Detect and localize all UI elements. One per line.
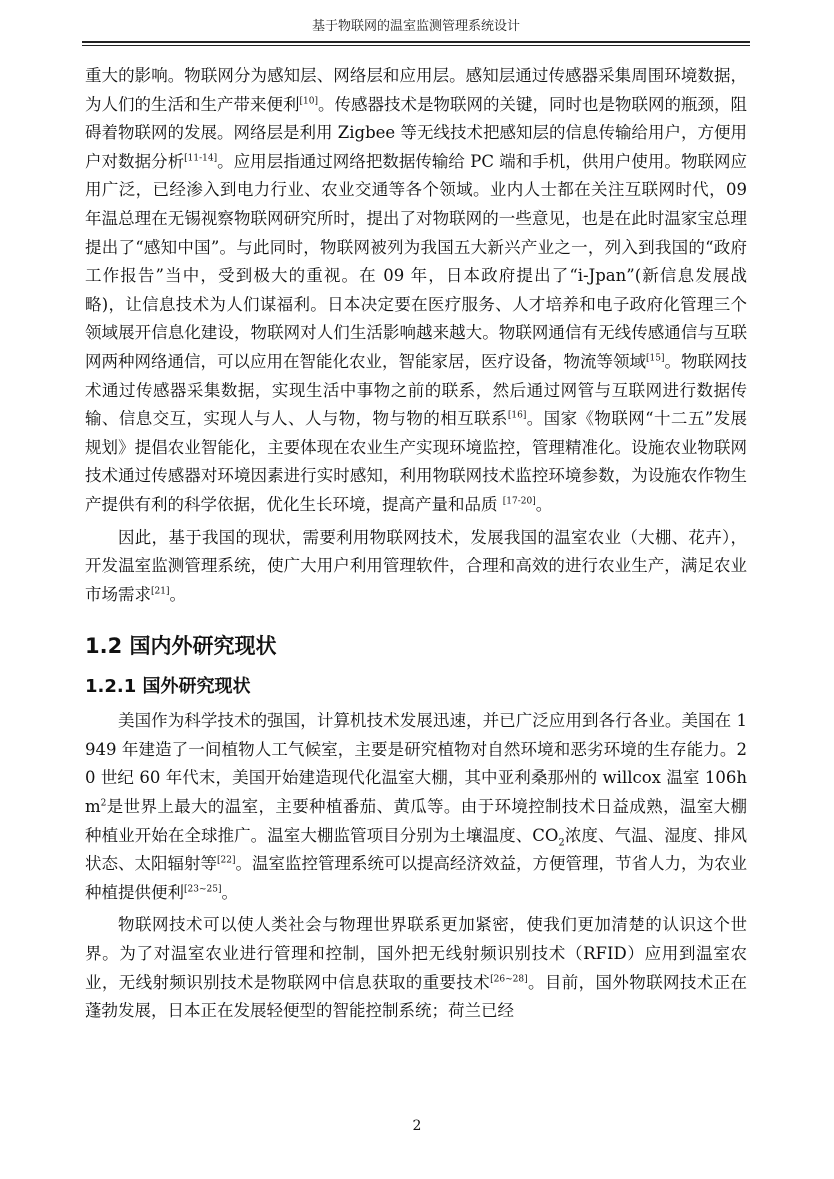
section-heading-1-2 [85,631,747,661]
citation: [26~28] [490,974,528,985]
paragraph-2: 因此，基于我国的现状，需要利用物联网技术，发展我国的温室农业（大棚、花卉），开发温室监测管理系统，使广大用户利用管理软件，合理和高效的进行农业生产，满足农业市场需求[21]。 [85,527,747,604]
section-number: 1.2 [85,634,123,659]
citation: [22] [217,855,236,866]
superscript: 2 [100,798,107,809]
citation: [10] [299,96,318,107]
subsection-heading-1-2-1 [85,673,747,701]
running-header: 基于物联网的温室监测管理系统设计 [311,19,520,34]
citation: [17-20] [502,496,536,507]
page-number: 2 [412,1118,422,1134]
subsection-number: 1.2.1 [85,676,137,698]
citation: [16] [507,410,527,421]
paragraph-3: 美国作为科学技术的强国，计算机技术发展迅速，并已广泛应用到各行各业。美国在 1949 年建造了一间植物人工气候室，主要是研究植物对自然环境和恶劣环境的生存能力。20 世纪 60 年代末，美国开始建造现代化温室大棚，其中亚利桑那州的 willcox 温室 $106hm^2$是世界上最大的温室，主要种植番茄、黄瓜等。由于环境控制技术日益成熟，温室大棚种植业开始在全球推广。温室大棚监管项目分别为土壤温度、$CO_2$浓度、气温、湿度、排风状态、太阳辐射等[22]。温室监控管理系统可以提高经济效益，方便管理，节省人力，为农业种植提供便利[23~25]。 [85,711,748,902]
header-rule-thin [82,45,750,46]
page-body [85,62,747,1026]
citation: [23~25] [184,884,222,895]
header-rule-thick [82,41,750,43]
citation: [15] [646,353,665,364]
paragraph-4: 物联网技术可以使人类社会与物理世界联系更加紧密，使我们更加清楚的认识这个世界。为了对温室农业进行管理和控制，国外把无线射频识别技术（RFID）应用到温室农业，无线射频识别技术是物联网中信息获取的重要技术[26~28]。目前，国外物联网技术正在蓬勃发展，日本正在发展轻便型的智能控制系统；荷兰已经 [85,915,748,1021]
citation: [21] [151,586,170,597]
subsection-title: 国外研究现状 [142,676,251,698]
paragraph-1: 重大的影响。物联网分为感知层、网络层和应用层。感知层通过传感器采集周围环境数据，为人们的生活和生产带来便利[10]。传感器技术是物联网的关键，同时也是物联网的瓶颈，阻碍着物联网的发展。网络层是利用 Zigbee 等无线技术把感知层的信息传输给用户，方便用户对数据分析[11-14]。应用层指通过网络把数据传输给 PC 端和手机，供用户使用。物联网应用广泛，已经渗入到电力行业、农业交通等各个领域。业内人士都在关注互联网时代，09 年温总理在无锡视察物联网研究所时，提出了对物联网的一些意见，也是在此时温家宝总理提出了“感知中国”。与此同时，物联网被列为我国五大新兴产业之一，列入到我国的“政府工作报告”当中，受到极大的重视。在 09 年，日本政府提出了“i-Jpan”(新信息发展战略)，让信息技术为人们谋福利。日本决定要在医疗服务、人才培养和电子政府化管理三个领域展开信息化建设，物联网对人们生活影响越来越大。物联网通信有无线传感通信与互联网两种网络通信，可以应用在智能化农业，智能家居，医疗设备，物流等领域[15]。物联网技术通过传感器采集数据，实现生活中事物之前的联系，然后通过网管与互联网进行数据传输、信息交互，实现人与人、人与物，物与物的相互联系[16]。国家《物联网“十二五”发展规划》提倡农业智能化，主要体现在农业生产实现环境监控，管理精准化。设施农业物联网技术通过传感器对环境因素进行实时感知，利用物联网技术监控环境参数，为设施农作物生产提供有利的科学依据，优化生长环境，提高产量和品质 [17-20]。 [85,66,748,514]
citation: [11-14] [184,153,218,164]
subscript: 2 [558,836,565,848]
section-title: 国内外研究现状 [129,634,277,659]
